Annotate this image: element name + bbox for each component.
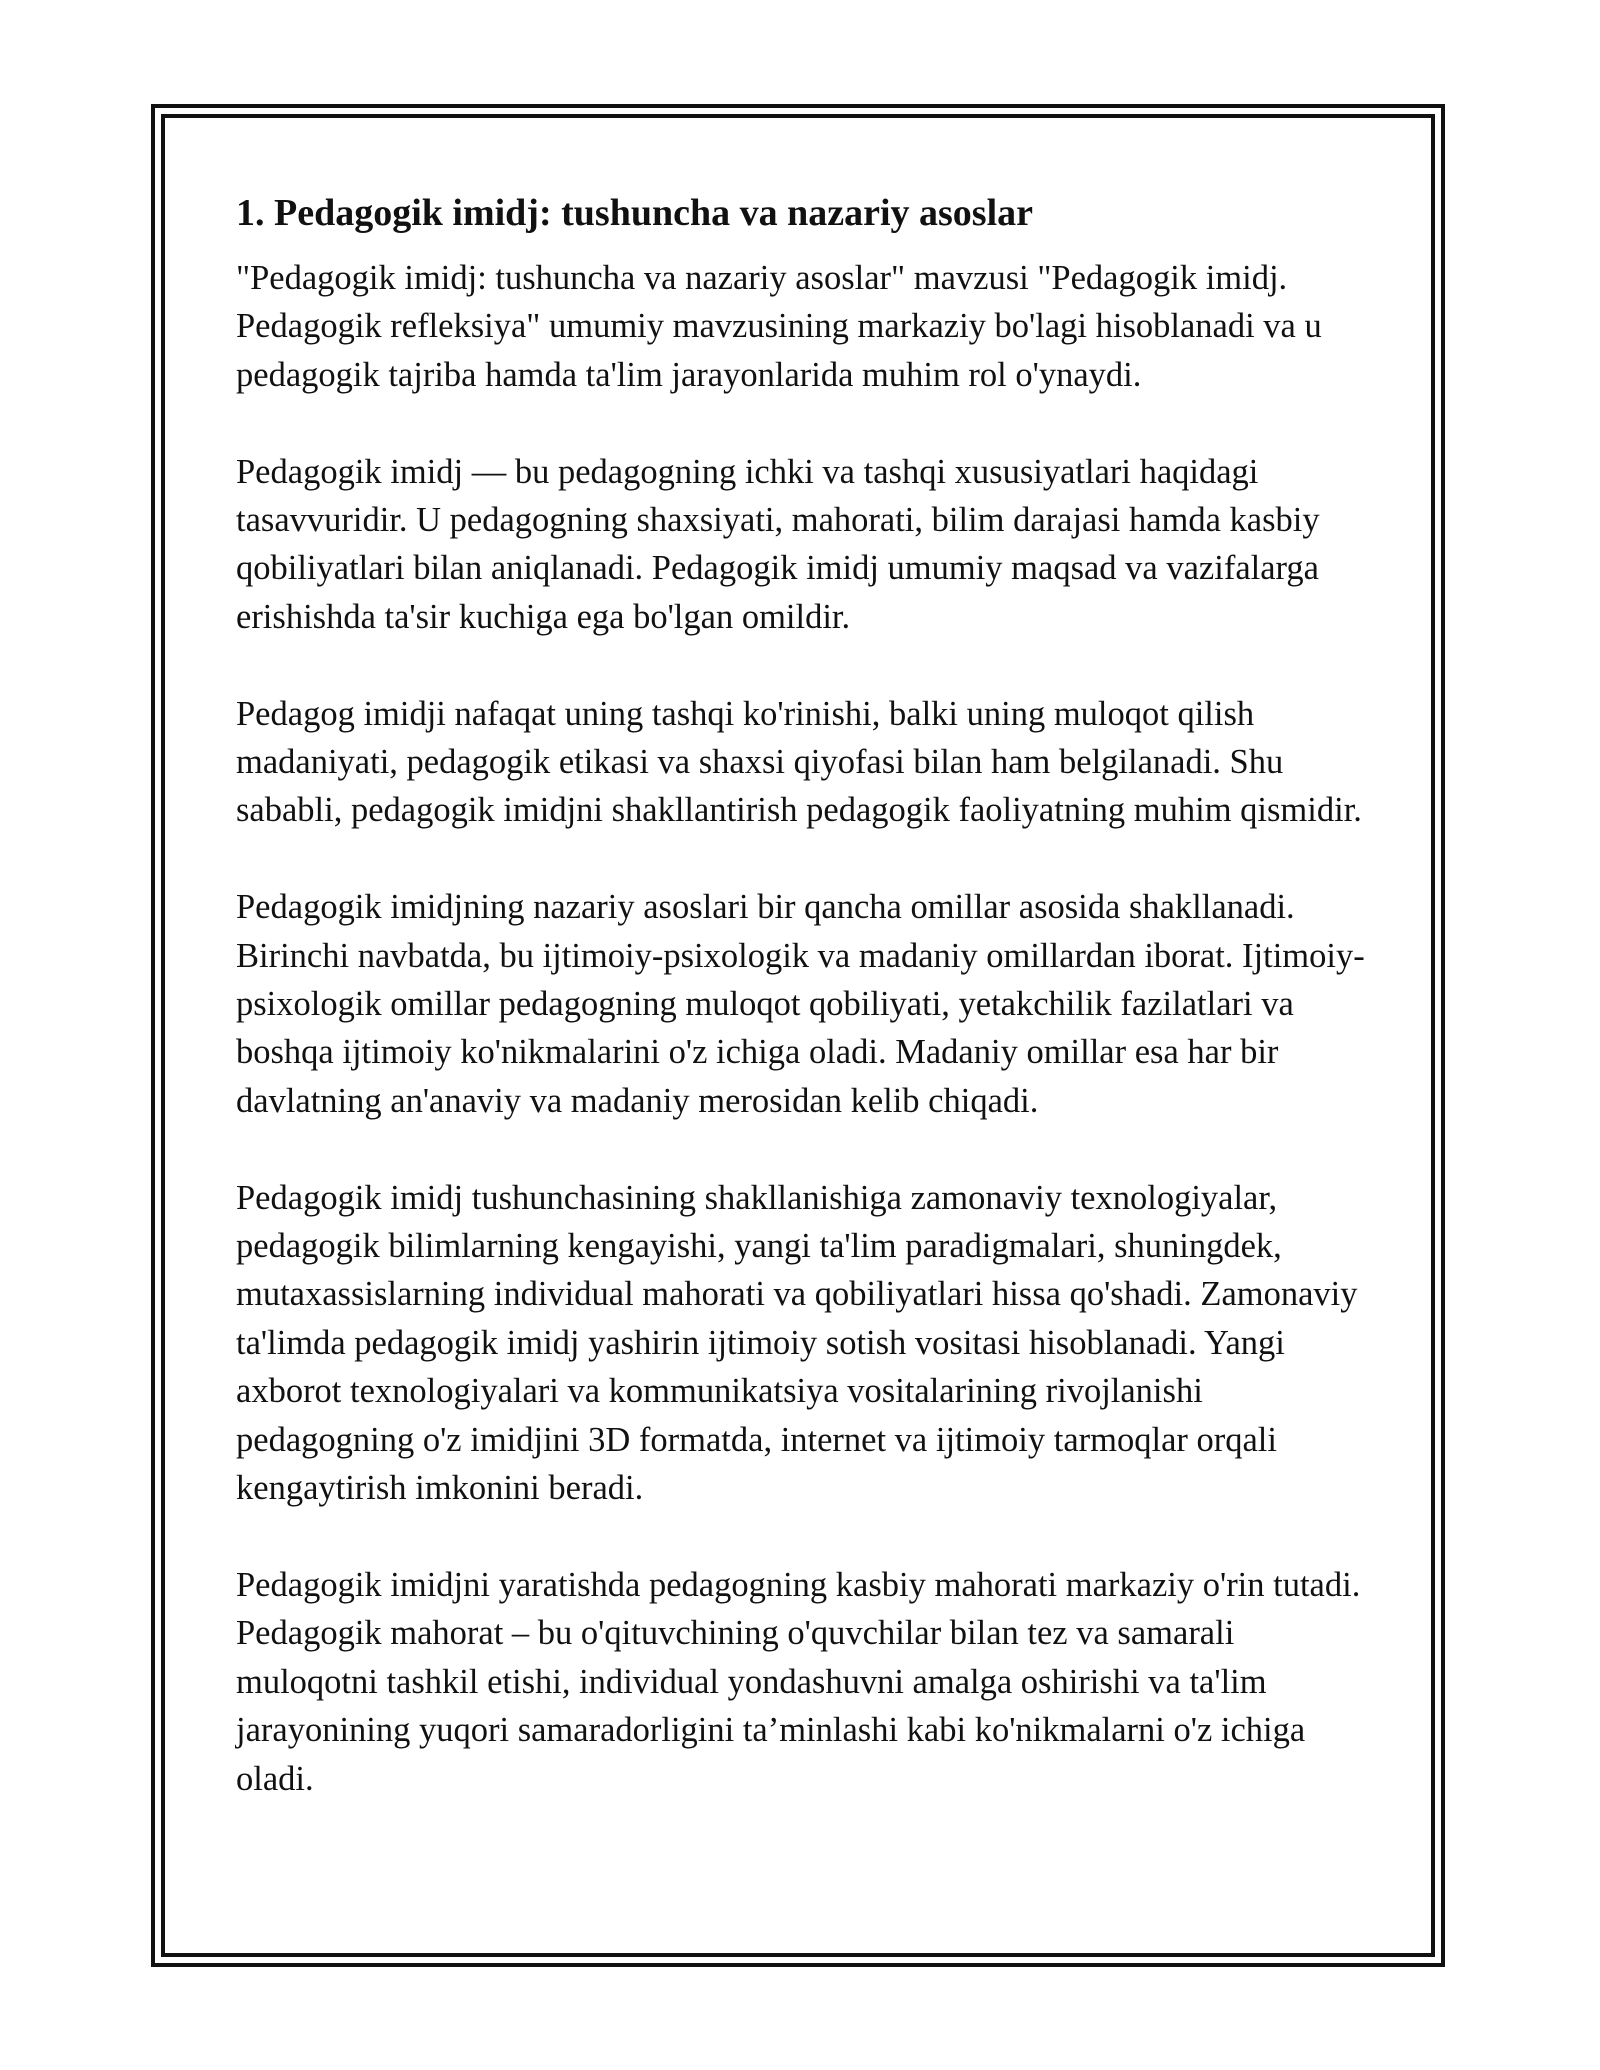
- paragraph-5: Pedagogik imidj tushunchasining shakllanishiga zamonaviy texnologiyalar, pedagogik bilimlarning kengayishi, yangi ta'lim paradigmalari, shuningdek, mutaxassislarning individual mahorati va qobiliyatlari hissa qo'shadi. Zamonaviy ta'limda pedagogik imidj yashirin ijtimoiy sotish vositasi hisoblanadi. Yangi axborot texnologiyalari va kommunikatsiya vositalarining rivojlanishi pedagogning o'z imidjini 3D formatda, internet va ijtimoiy tarmoqlar orqali kengaytirish imkonini beradi.: [236, 1178, 1358, 1508]
- document-body: [236, 180, 1376, 1851]
- paragraph-6: Pedagogik imidjni yaratishda pedagogning kasbiy mahorati markaziy o'rin tutadi. Pedagogik mahorat – bu o'qituvchining o'quvchilar bilan tez va samarali muloqotni tashkil etishi, individual yondashuvni amalga oshirishi va ta'lim jarayonining yuqori samaradorligini ta’minlashi kabi ko'nikmalarni o'z ichiga oladi.: [236, 1565, 1361, 1798]
- section-heading: 1. Pedagogik imidj: tushuncha va nazariy asoslar: [236, 192, 1034, 234]
- paragraph-2: Pedagogik imidj — bu pedagogning ichki va tashqi xususiyatlari haqidagi tasavvuridir. U pedagogning shaxsiyati, mahorati, bilim darajasi hamda kasbiy qobiliyatlari bilan aniqlanadi. Pedagogik imidj umumiy maqsad va vazifalarga erishishda ta'sir kuchiga ega bo'lgan omildir.: [236, 452, 1320, 636]
- paragraph-3: Pedagog imidji nafaqat uning tashqi ko'rinishi, balki uning muloqot qilish madaniyati, pedagogik etikasi va shaxsi qiyofasi bilan ham belgilanadi. Shu sababli, pedagogik imidjni shakllantirish pedagogik faoliyatning muhim qismidir.: [236, 694, 1362, 830]
- paragraph-1: "Pedagogik imidj: tushuncha va nazariy asoslar" mavzusi "Pedagogik imidj. Pedagogik refleksiya" umumiy mavzusining markaziy bo'lagi hisoblanadi va u pedagogik tajriba hamda ta'lim jarayonlarida muhim rol o'ynaydi.: [236, 259, 1322, 394]
- paragraph-4: Pedagogik imidjning nazariy asoslari bir qancha omillar asosida shakllanadi. Birinchi navbatda, bu ijtimoiy-psixologik va madaniy omillardan iborat. Ijtimoiy-psixologik omillar pedagogning muloqot qobiliyati, yetakchilik fazilatlari va boshqa ijtimoiy ko'nikmalarini o'z ichiga oladi. Madaniy omillar esa har bir davlatning an'anaviy va madaniy merosidan kelib chiqadi.: [236, 888, 1365, 1120]
